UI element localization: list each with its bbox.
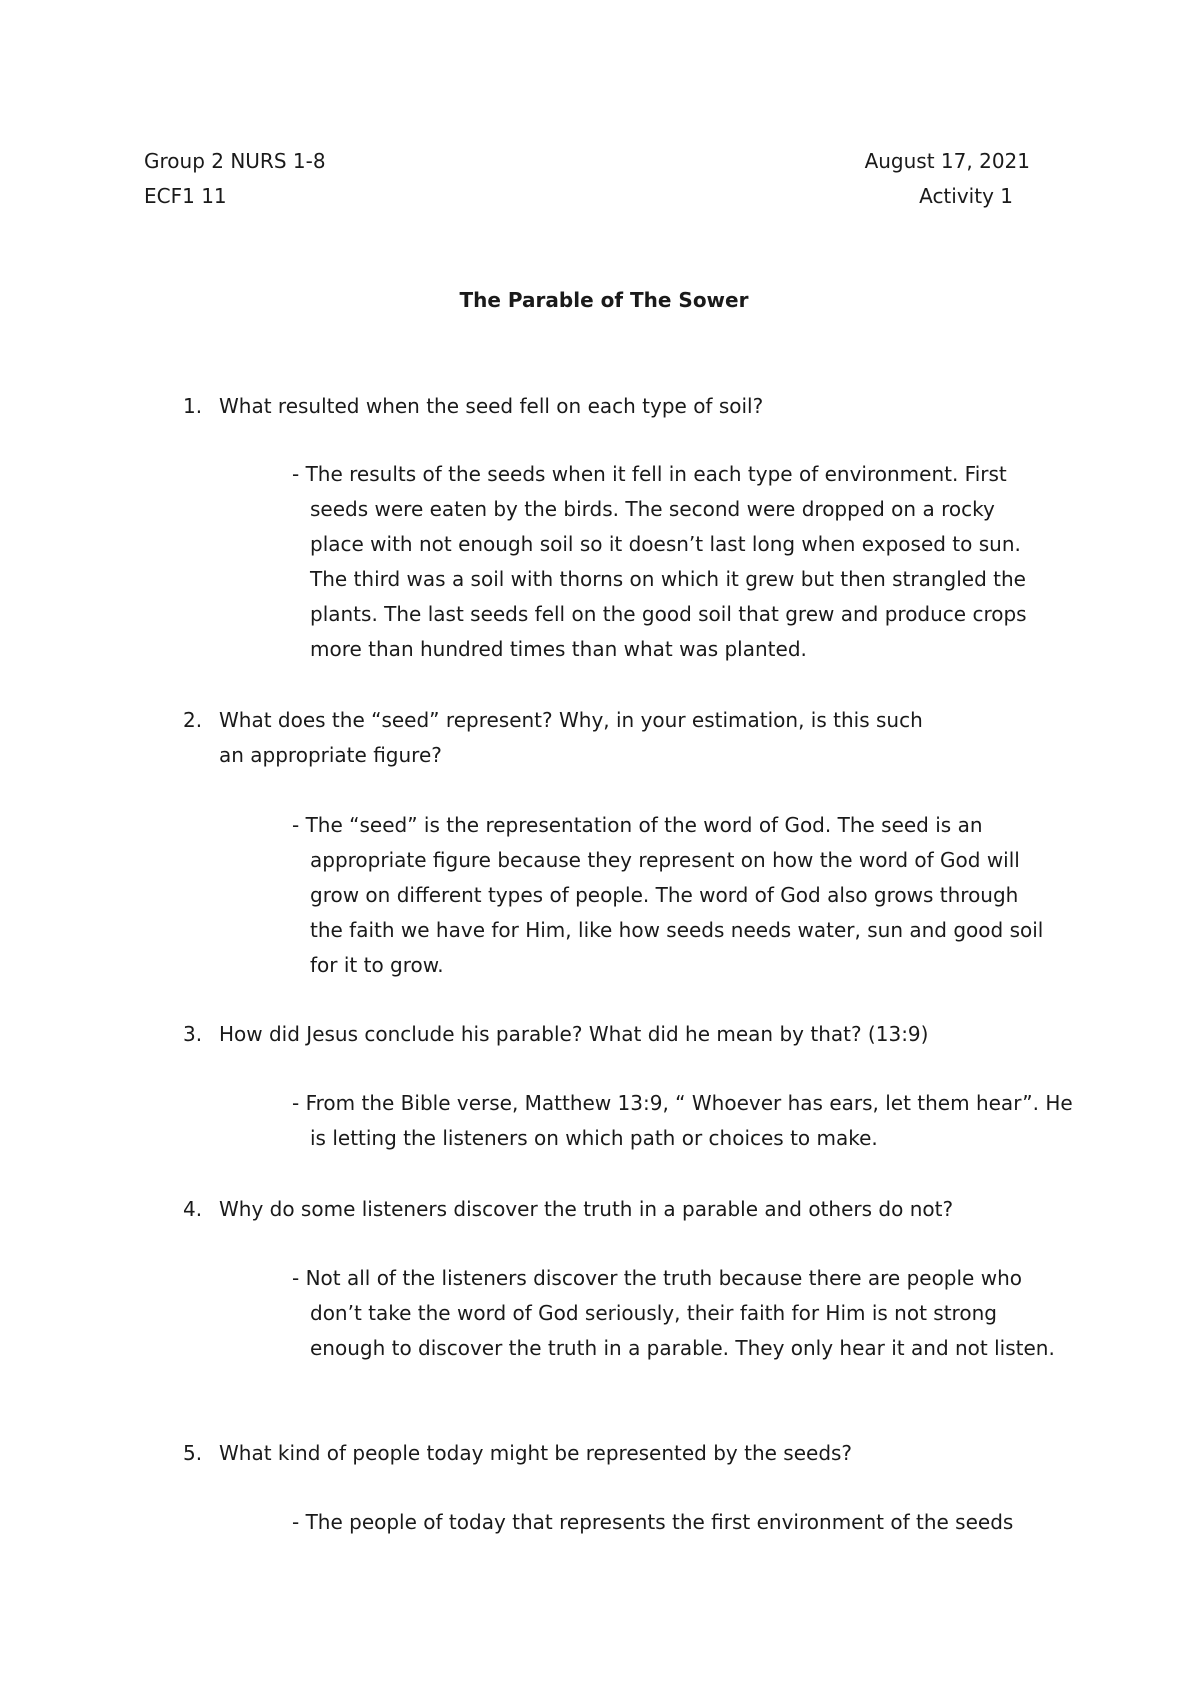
question-3 bbox=[183, 1017, 1023, 1052]
question-text: How did Jesus conclude his parable? What did he mean by that? (13:9) bbox=[219, 1022, 929, 1046]
question-2 bbox=[183, 703, 943, 773]
question-number: 3. bbox=[183, 1022, 203, 1046]
course-label: ECF1 11 bbox=[144, 184, 227, 208]
question-1 bbox=[183, 389, 1023, 424]
title-text: The Parable of The Sower bbox=[459, 288, 749, 312]
answer-5: - The people of today that represents the first environment of the seeds bbox=[292, 1510, 1014, 1534]
question-number: 5. bbox=[183, 1441, 203, 1465]
question-text: Why do some listeners discover the truth in a parable and others do not? bbox=[219, 1197, 954, 1221]
header-row-1 bbox=[144, 144, 1030, 178]
question-number: 4. bbox=[183, 1197, 203, 1221]
question-text: What resulted when the seed fell on each type of soil? bbox=[219, 394, 764, 418]
question-4 bbox=[183, 1192, 1023, 1227]
question-number: 1. bbox=[183, 394, 203, 418]
document-title bbox=[0, 283, 1200, 317]
header-row-2 bbox=[144, 179, 1030, 213]
answer-2: - The “seed” is the representation of the word of God. The seed is an appropriate figure because they represent on how the word of God will grow on different types of people. The word of God also grows through the faith we have for Him, like how seeds needs water, sun and good soil for it to grow. bbox=[292, 813, 1044, 977]
answer-4: - Not all of the listeners discover the truth because there are people who don’t take the word of God seriously, their faith for Him is not strong enough to discover the truth in a parable. They only hear it and not listen. bbox=[292, 1266, 1055, 1360]
date-label: August 17, 2021 bbox=[864, 149, 1030, 173]
activity-label: Activity 1 bbox=[919, 184, 1013, 208]
question-text: What does the “seed” represent? Why, in your estimation, is this such an appropriate figure? bbox=[219, 708, 923, 767]
answer-3: - From the Bible verse, Matthew 13:9, “ Whoever has ears, let them hear”. He is letting the listeners on which path or choices to make. bbox=[292, 1091, 1073, 1150]
question-number: 2. bbox=[183, 708, 203, 732]
answer-1: - The results of the seeds when it fell in each type of environment. First seeds were eaten by the birds. The second were dropped on a rocky place with not enough soil so it doesn’t last long when exposed to sun. The third was a soil with thorns on which it grew but then strangled the plants. The last seeds fell on the good soil that grew and produce crops more than hundred times than what was planted. bbox=[292, 462, 1027, 661]
question-text: What kind of people today might be represented by the seeds? bbox=[219, 1441, 853, 1465]
group-label: Group 2 NURS 1-8 bbox=[144, 149, 326, 173]
question-5 bbox=[183, 1436, 1023, 1471]
